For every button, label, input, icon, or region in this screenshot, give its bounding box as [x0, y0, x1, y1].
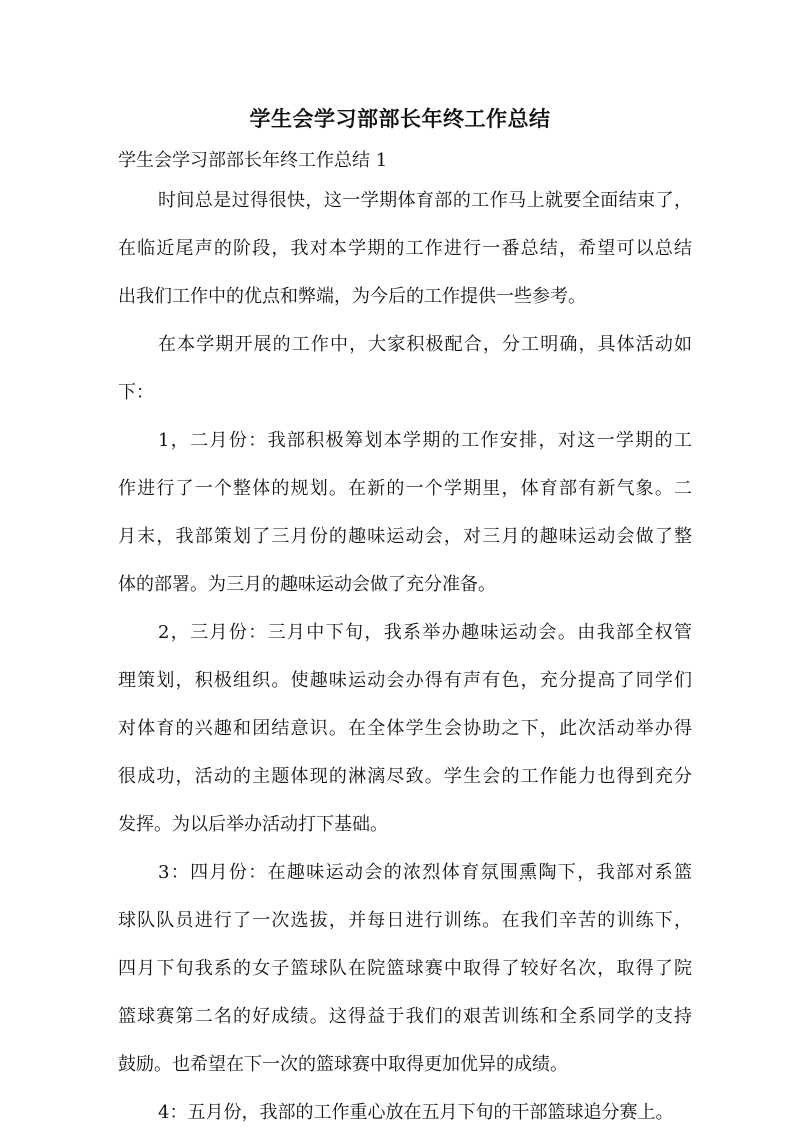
- text-line: 在本学期开展的工作中，大家积极配合，分工明确，具体活动如: [158, 334, 692, 355]
- text-line: 对体育的兴趣和团结意识。在全体学生会协助之下，此次活动举办得: [118, 718, 692, 739]
- text-line: 理策划，积极组织。使趣味运动会办得有声有色，充分提高了同学们: [118, 670, 692, 691]
- text-line: 四月下旬我系的女子篮球队在院篮球赛中取得了较好名次，取得了院: [118, 958, 692, 979]
- text-line: 月末，我部策划了三月份的趣味运动会，对三月的趣味运动会做了整: [118, 526, 692, 547]
- text-line: 体的部署。为三月的趣味运动会做了充分准备。: [118, 574, 496, 595]
- text-line: 很成功，活动的主题体现的淋漓尽致。学生会的工作能力也得到充分: [118, 766, 692, 787]
- document-body: [118, 186, 692, 1146]
- text-line: 作进行了一个整体的规划。在新的一个学期里，体育部有新气象。二: [118, 478, 692, 499]
- text-line: 时间总是过得很快，这一学期体育部的工作马上就要全面结束了，: [158, 190, 692, 211]
- text-line: 篮球赛第二名的好成绩。这得益于我们的艰苦训练和全系同学的支持: [118, 1006, 692, 1027]
- paragraph: [118, 1098, 692, 1128]
- text-line: 鼓励。也希望在下一次的篮球赛中取得更加优异的成绩。: [118, 1054, 568, 1075]
- paragraph: [118, 618, 692, 840]
- document-subtitle: 学生会学习部部长年终工作总结 1: [118, 150, 388, 171]
- text-line: 出我们工作中的优点和弊端，为今后的工作提供一些参考。: [118, 286, 586, 307]
- text-line: 4：五月份，我部的工作重心放在五月下旬的干部篮球追分赛上。: [158, 1102, 674, 1123]
- text-line: 下：: [118, 382, 154, 403]
- paragraph: [118, 426, 692, 600]
- document-title: 学生会学习部部长年终工作总结: [249, 106, 551, 131]
- paragraph: [118, 330, 692, 408]
- text-line: 2，三月份：三月中下旬，我系举办趣味运动会。由我部全权管: [158, 622, 692, 643]
- text-line: 球队队员进行了一次选拔，并每日进行训练。在我们辛苦的训练下，: [118, 910, 692, 931]
- text-line: 在临近尾声的阶段，我对本学期的工作进行一番总结，希望可以总结: [118, 238, 692, 259]
- text-line: 发挥。为以后举办活动打下基础。: [118, 814, 388, 835]
- paragraph: [118, 186, 692, 312]
- text-line: 1，二月份：我部积极筹划本学期的工作安排，对这一学期的工: [158, 430, 692, 451]
- text-line: 3：四月份：在趣味运动会的浓烈体育氛围熏陶下，我部对系篮: [158, 862, 692, 883]
- paragraph: [118, 858, 692, 1080]
